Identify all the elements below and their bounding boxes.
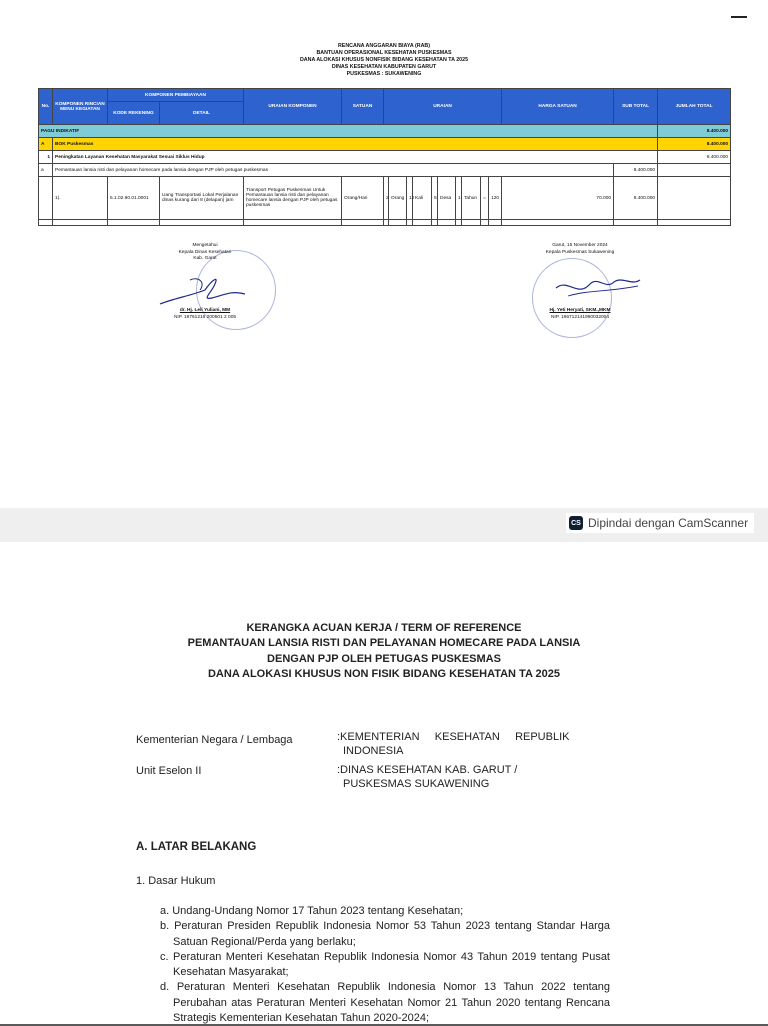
kak-title-line-1: KERANGKA ACUAN KERJA / TERM OF REFERENCE (246, 622, 522, 634)
sign-left-line1: Mengetahui (192, 243, 218, 248)
col-satuan: SATUAN (342, 89, 384, 125)
item-subtotal: 8.400.000 (614, 177, 658, 220)
item-no: 1). (53, 177, 108, 220)
unit-label: Unit Eselon II (136, 765, 202, 777)
item-u4: Tahun (462, 177, 481, 220)
kak-page (0, 542, 768, 1024)
kak-title-line-3: DENGAN PJP OLEH PETUGAS PUSKESMAS (267, 653, 501, 665)
signature-left (150, 243, 260, 263)
unit-value-2: PUSKESMAS SUKAWENING (343, 778, 490, 790)
pagu-row (39, 125, 731, 138)
pagu-total: 8.400.000 (658, 125, 731, 138)
section-latar-belakang: A. LATAR BELAKANG (136, 841, 257, 853)
sign-left-identity (150, 308, 260, 321)
bok-no: A (39, 138, 53, 151)
col-uraian-komponen: URAIAN KOMPONEN (244, 89, 342, 125)
kegiatan-row (39, 164, 731, 177)
ministry-value-1: :KEMENTERIAN KESEHATAN REPUBLIK (337, 731, 570, 743)
unit-value-1: :DINAS KESEHATAN KAB. GARUT / (337, 764, 518, 776)
sign-right-identity (520, 308, 640, 321)
item-u3: Desa (438, 177, 456, 220)
law-item-d: d. Peraturan Menteri Kesehatan Republik Indonesia Nomor 13 Tahun 2022 tentang Perubahan atas Peraturan Menteri Kesehatan Nomor 21 Tahun 2020 tentang Rencana Strategis Kementerian Kesehatan Tahun 2020-2024; (160, 981, 610, 1025)
col-kode: KODE REKENING (108, 102, 160, 125)
col-no: No. (39, 89, 53, 125)
law-item-c: c. Peraturan Menteri Kesehatan Republik Indonesia Nomor 43 Tahun 2019 tentang Pusat Kesehatan Masyarakat; (160, 950, 610, 979)
sign-right-line2: Kepala Puskesmas Sukawening (545, 249, 615, 255)
menu-label: Peningkatan Layanan Kesehatan Masyarakat Sesuai Siklus Hidup (53, 151, 658, 164)
rab-header-line-5: PUSKESMAS : SUKAWENING (346, 71, 422, 77)
item-q3: 5 (432, 177, 438, 220)
ministry-value-2: INDONESIA (343, 745, 404, 757)
item-q2: 12 (407, 177, 413, 220)
handwritten-signature-right (548, 268, 648, 308)
item-row (39, 177, 731, 220)
kak-title-line-2: PEMANTAUAN LANSIA RISTI DAN PELAYANAN HOMECARE PADA LANSIA (187, 637, 581, 649)
item-kode: 5.1.02.90.01.0001 (108, 177, 160, 220)
kegiatan-label: Pemantauan lansia risti dan pelayanan homecare pada lansia dengan PJP oleh petugas puskesmas (53, 164, 614, 177)
item-detail: Uang Transportasi Lokal Perjalanan dinas kurang dari 8 (delapan) jam (160, 177, 244, 220)
sign-right-name: Hj. Yeti Heryati, SKM.,MKM (549, 308, 611, 313)
pagu-label: PAGU INDIKATIF (39, 125, 658, 138)
menu-row (39, 151, 731, 164)
camscanner-text: Dipindai dengan CamScanner (588, 516, 749, 530)
header-row-1 (39, 89, 731, 102)
rab-header-line-3: DANA ALOKASI KHUSUS NONFISIK BIDANG KESEHATAN TA 2025 (299, 57, 469, 63)
sign-left-nip: NIP. 19761216 200501 2 005 (173, 314, 237, 320)
item-harga: 70.000 (502, 177, 614, 220)
corner-mark (731, 16, 747, 18)
item-q1: 2 (384, 177, 389, 220)
rab-table (38, 88, 731, 226)
menu-no: 1 (39, 151, 53, 164)
item-q4: 1 (456, 177, 462, 220)
sign-left-name: dr. Hj. Leli Yuliani, MM (179, 308, 231, 313)
subsection-dasar-hukum: 1. Dasar Hukum (136, 875, 216, 887)
bok-label: BOK Puskesmas (53, 138, 658, 151)
sign-left-line3: Kab. Garut (193, 256, 217, 262)
kak-title-line-4: DANA ALOKASI KHUSUS NON FISIK BIDANG KESEHATAN TA 2025 (207, 668, 561, 680)
col-subtotal: SUB TOTAL (614, 89, 658, 125)
item-eq: = (481, 177, 489, 220)
item-u1: Orang (389, 177, 407, 220)
law-item-b: b. Peraturan Presiden Republik Indonesia Nomor 53 Tahun 2023 tentang Standar Harga Satuan Regional/Perda yang berlaku; (160, 920, 610, 948)
sign-right-nip: NIP. 196712141990032004 (550, 314, 610, 320)
rab-page (0, 0, 768, 508)
menu-total: 8.400.000 (658, 151, 731, 164)
law-item-a: a. Undang-Undang Nomor 17 Tahun 2023 tentang Kesehatan; (160, 905, 464, 917)
col-uraian: URAIAN (384, 89, 502, 125)
signature-right (520, 243, 640, 256)
rab-header-line-4: DINAS KESEHATAN KABUPATEN GARUT (331, 64, 437, 70)
col-pembiayaan: KOMPONEN PEMBIAYAAN (108, 89, 244, 102)
rab-header-line-1: RENCANA ANGGARAN BIAYA (RAB) (337, 43, 430, 49)
law-list (160, 904, 610, 1026)
item-uraian-komponen: Transport Petugas Puskesmas Untuk Pemantauan lansia risti dan pelayanan homecare lansia dengan PJP oleh petugas puskesmas (244, 177, 342, 220)
col-komponen: KOMPONEN RINCIAN MENU KEGIATAN (53, 89, 108, 125)
item-vol: 120 (489, 177, 502, 220)
kegiatan-subtotal: 8.400.000 (614, 164, 658, 177)
sign-right-line1: Garut, 15 November 2024 (552, 243, 608, 248)
col-jumlah: JUMLAH TOTAL (658, 89, 731, 125)
col-detail: DETAIL (160, 102, 244, 125)
camscanner-icon: CS (569, 516, 583, 530)
ministry-label: Kementerian Negara / Lembaga (136, 734, 293, 746)
kegiatan-no: a (39, 164, 53, 177)
item-u2: Kali (413, 177, 432, 220)
empty-row (39, 220, 731, 226)
rab-header-line-2: BANTUAN OPERASIONAL KESEHATAN PUSKESMAS (316, 50, 452, 56)
item-satuan: Orang/Hari (342, 177, 384, 220)
col-harga: HARGA SATUAN (502, 89, 614, 125)
bok-total: 8.400.000 (658, 138, 731, 151)
bok-row (39, 138, 731, 151)
sign-left-line2: Kepala Dinas Kesehatan (178, 249, 232, 255)
camscanner-badge (566, 513, 754, 533)
handwritten-signature-left (150, 268, 260, 310)
